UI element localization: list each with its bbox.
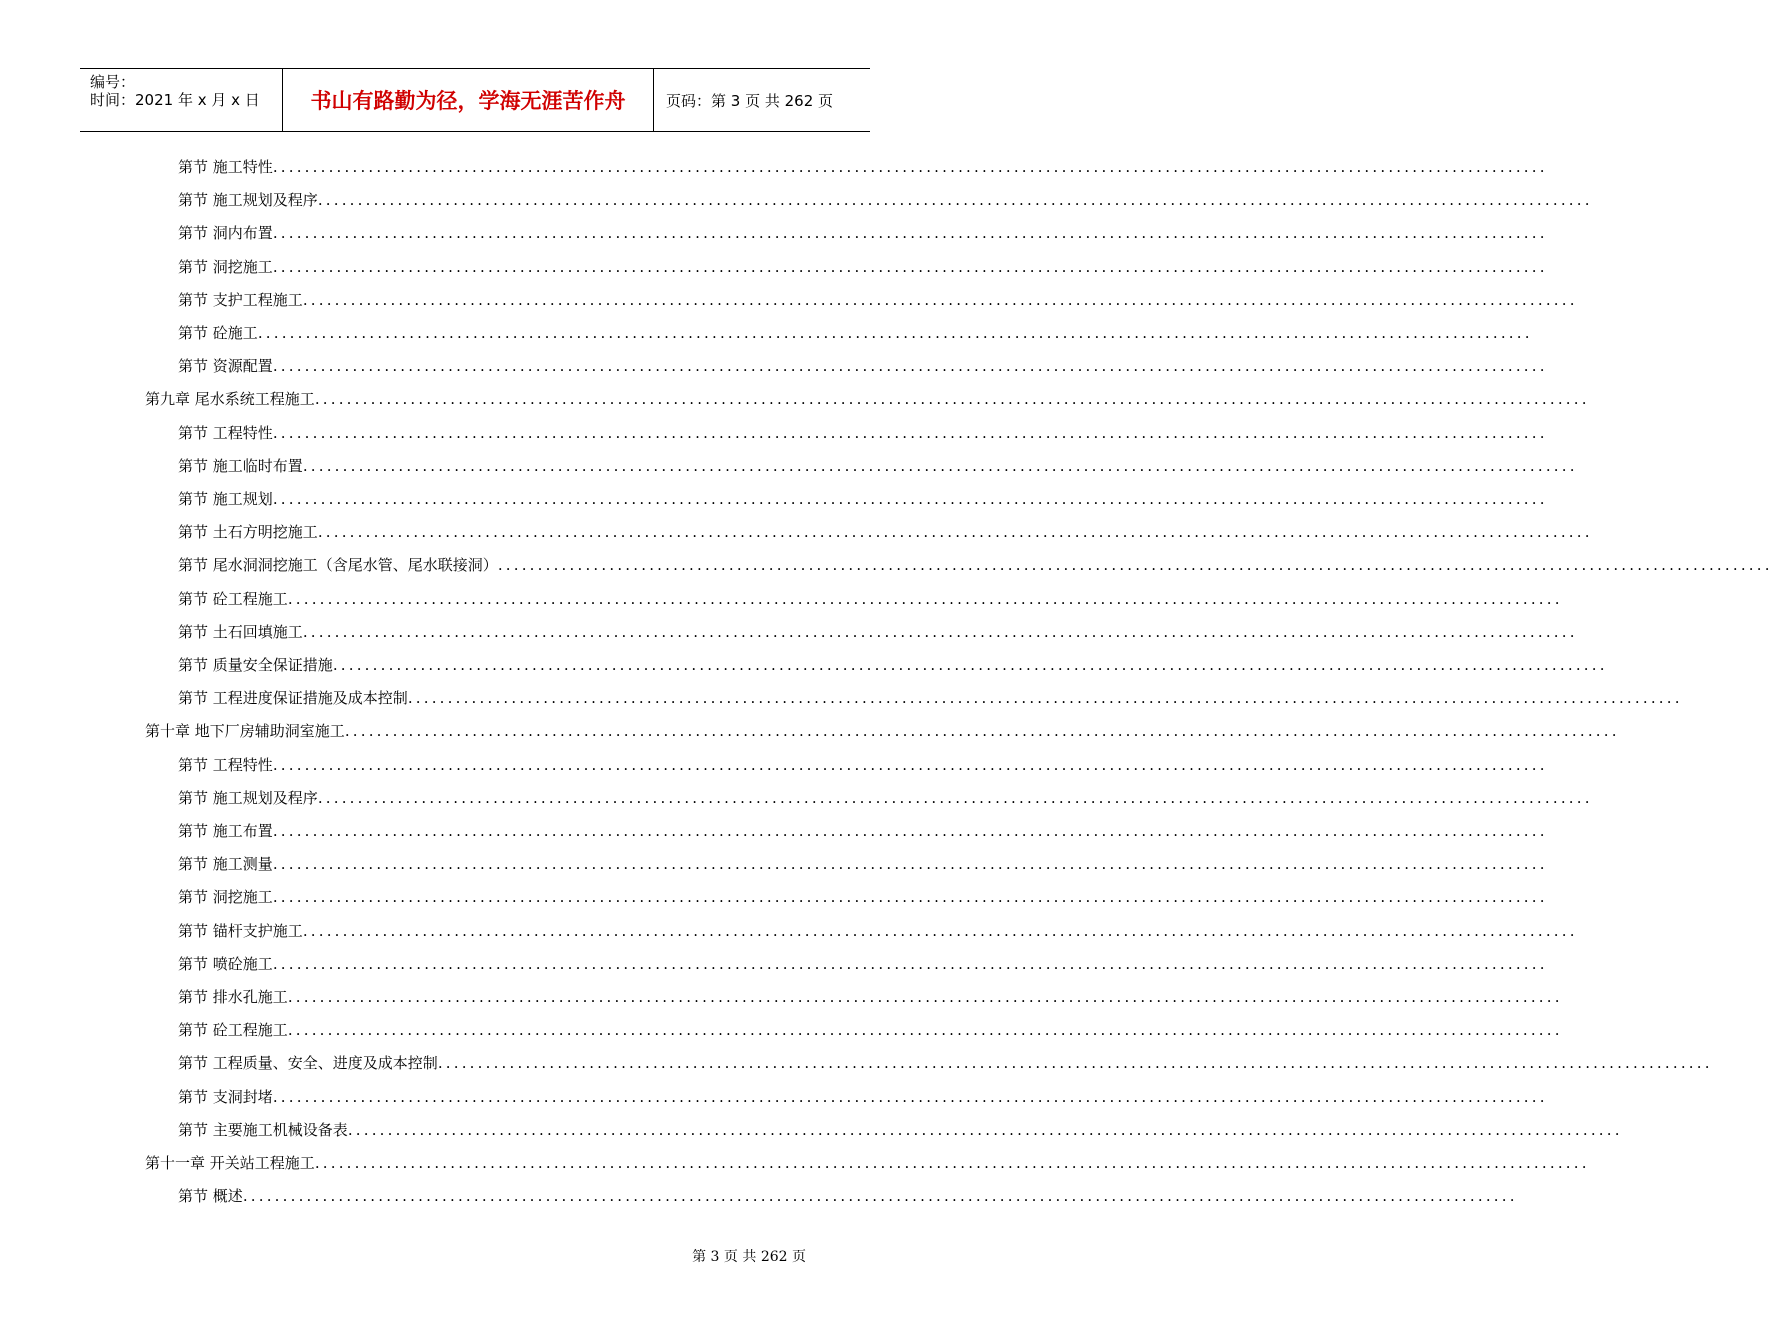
toc-dot-leader: ................................................................................................................................................................	[302, 290, 1578, 309]
toc-dot-leader: ................................................................................................................................................................	[257, 324, 1533, 342]
toc-entry-title: 洞内布置	[212, 224, 273, 243]
toc-entry-prefix: 第节	[178, 822, 209, 840]
toc-section-entry	[178, 516, 1593, 549]
toc-dot-leader: ................................................................................................................................................................	[242, 1187, 1518, 1206]
toc-entry-title: 施工特性	[212, 158, 273, 176]
toc-section-entry	[178, 483, 1548, 516]
toc-dot-leader: ................................................................................................................................................................	[272, 855, 1548, 874]
toc-section-entry	[178, 583, 1563, 616]
toc-section-entry	[178, 1180, 1518, 1213]
page-header	[80, 68, 870, 132]
toc-section-entry	[178, 1047, 1713, 1080]
toc-chapter-entry	[145, 715, 1620, 748]
toc-entry-prefix: 第节	[178, 755, 209, 774]
toc-section-entry	[178, 350, 1548, 383]
toc-section-entry	[178, 1081, 1548, 1114]
toc-chapter-entry	[145, 383, 1590, 416]
toc-entry-title: 施工规划	[212, 490, 273, 508]
toc-dot-leader: ................................................................................................................................................................	[272, 755, 1548, 774]
toc-entry-title: 洞挖施工	[212, 257, 273, 276]
toc-section-entry	[178, 151, 1548, 184]
toc-entry-title: 概述	[212, 1187, 243, 1206]
toc-entry-prefix: 第节	[178, 855, 209, 874]
toc-section-entry	[178, 417, 1548, 450]
toc-section-entry	[178, 184, 1593, 217]
toc-dot-leader: ................................................................................................................................................................	[287, 589, 1563, 608]
toc-entry-title: 洞挖施工	[212, 888, 273, 907]
toc-entry-prefix: 第节	[178, 589, 209, 608]
toc-entry-prefix: 第节	[178, 888, 209, 907]
toc-section-entry	[178, 782, 1593, 815]
header-page-info: 页码：第 3 页 共 262 页	[666, 91, 834, 110]
toc-entry-title: 施工临时布置	[212, 456, 303, 475]
document-number-label: 编号：	[90, 73, 136, 91]
toc-dot-leader: ................................................................................................................................................................	[344, 722, 1620, 741]
toc-dot-leader: ................................................................................................................................................................	[272, 954, 1548, 973]
document-date: 时间：2021 年 x 月 x 日	[90, 91, 260, 109]
toc-entry-title: 主要施工机械设备表	[212, 1120, 348, 1139]
toc-dot-leader: ................................................................................................................................................................	[437, 1054, 1713, 1073]
toc-dot-leader: ................................................................................................................................................................	[272, 357, 1548, 376]
toc-entry-prefix: 第节	[178, 1087, 209, 1106]
toc-entry-title: 工程特性	[212, 423, 273, 442]
toc-section-entry	[178, 450, 1578, 483]
toc-entry-title: 尾水系统工程施工	[194, 390, 315, 409]
toc-dot-leader: ................................................................................................................................................................	[272, 490, 1548, 508]
toc-dot-leader: ................................................................................................................................................................	[347, 1120, 1623, 1139]
toc-dot-leader: ................................................................................................................................................................	[314, 1154, 1590, 1172]
toc-entry-title: 砼工程施工	[212, 1021, 288, 1040]
toc-entry-prefix: 第九章	[145, 390, 191, 409]
toc-entry-title: 工程进度保证措施及成本控制	[212, 689, 408, 708]
toc-dot-leader: ................................................................................................................................................................	[317, 191, 1593, 210]
toc-dot-leader: ................................................................................................................................................................	[272, 158, 1548, 176]
toc-entry-prefix: 第节	[178, 1021, 209, 1040]
toc-entry-prefix: 第节	[178, 689, 209, 708]
toc-entry-title: 开关站工程施工	[209, 1154, 315, 1172]
toc-entry-prefix: 第节	[178, 324, 209, 342]
toc-entry-prefix: 第节	[178, 954, 209, 973]
toc-entry-title: 质量安全保证措施	[212, 656, 333, 674]
toc-dot-leader: ................................................................................................................................................................	[287, 988, 1563, 1006]
toc-dot-leader: ................................................................................................................................................................	[272, 822, 1548, 840]
toc-dot-leader: ................................................................................................................................................................	[272, 257, 1548, 276]
toc-entry-title: 土石回填施工	[212, 622, 303, 641]
toc-section-entry	[178, 251, 1548, 284]
toc-entry-title: 支护工程施工	[212, 290, 303, 309]
toc-dot-leader: ................................................................................................................................................................	[317, 788, 1593, 807]
toc-entry-prefix: 第节	[178, 556, 209, 575]
toc-dot-leader: ................................................................................................................................................................	[272, 423, 1548, 442]
toc-section-entry	[178, 317, 1533, 350]
toc-entry-prefix: 第节	[178, 523, 209, 542]
toc-entry-title: 锚杆支护施工	[212, 921, 303, 940]
toc-section-entry	[178, 948, 1548, 981]
toc-section-entry	[178, 981, 1563, 1014]
toc-entry-title: 土石方明挖施工	[212, 523, 318, 542]
toc-section-entry	[178, 749, 1548, 782]
toc-section-entry	[178, 284, 1578, 317]
header-motto: 书山有路勤为径，学海无涯苦作舟	[282, 69, 654, 131]
toc-entry-title: 施工规划及程序	[212, 788, 318, 807]
toc-entry-title: 工程特性	[212, 755, 273, 774]
page-footer: 第 3 页 共 262 页	[692, 1249, 806, 1265]
toc-entry-title: 施工布置	[212, 822, 273, 840]
toc-entry-title: 施工规划及程序	[212, 191, 318, 210]
toc-chapter-entry	[145, 1147, 1590, 1180]
toc-dot-leader: ................................................................................................................................................................	[317, 523, 1593, 542]
toc-section-entry	[178, 1014, 1563, 1047]
toc-entry-title: 工程质量、安全、进度及成本控制	[212, 1054, 438, 1073]
toc-dot-leader: ................................................................................................................................................................	[287, 1021, 1563, 1040]
toc-section-entry	[178, 649, 1608, 682]
toc-dot-leader: ................................................................................................................................................................	[302, 921, 1578, 940]
toc-entry-prefix: 第节	[178, 1054, 209, 1073]
toc-dot-leader: ................................................................................................................................................................	[272, 224, 1548, 243]
toc-entry-prefix: 第节	[178, 622, 209, 641]
toc-entry-title: 砼施工	[212, 324, 258, 342]
toc-dot-leader: ................................................................................................................................................................	[332, 656, 1608, 674]
toc-section-entry	[178, 549, 1773, 582]
toc-dot-leader: ................................................................................................................................................................	[272, 1087, 1548, 1106]
toc-dot-leader: ................................................................................................................................................................	[272, 888, 1548, 907]
toc-entry-title: 砼工程施工	[212, 589, 288, 608]
toc-entry-prefix: 第节	[178, 788, 209, 807]
toc-entry-prefix: 第节	[178, 1120, 209, 1139]
toc-dot-leader: ................................................................................................................................................................	[302, 622, 1578, 641]
toc-entry-prefix: 第节	[178, 921, 209, 940]
toc-entry-prefix: 第节	[178, 158, 209, 176]
toc-entry-prefix: 第十一章	[145, 1154, 206, 1172]
toc-entry-title: 喷砼施工	[212, 954, 273, 973]
toc-section-entry	[178, 682, 1683, 715]
toc-section-entry	[178, 915, 1578, 948]
toc-section-entry	[178, 848, 1548, 881]
toc-entry-title: 资源配置	[212, 357, 273, 376]
toc-entry-prefix: 第节	[178, 456, 209, 475]
toc-entry-prefix: 第节	[178, 490, 209, 508]
toc-section-entry	[178, 1114, 1623, 1147]
toc-entry-prefix: 第节	[178, 988, 209, 1006]
toc-entry-prefix: 第节	[178, 224, 209, 243]
toc-dot-leader: ................................................................................................................................................................	[302, 456, 1578, 475]
toc-entry-prefix: 第节	[178, 1187, 209, 1206]
toc-entry-prefix: 第节	[178, 290, 209, 309]
toc-section-entry	[178, 881, 1548, 914]
toc-entry-prefix: 第节	[178, 656, 209, 674]
toc-entry-prefix: 第节	[178, 191, 209, 210]
toc-entry-prefix: 第十章	[145, 722, 191, 741]
header-meta	[80, 69, 282, 131]
toc-entry-title: 支洞封堵	[212, 1087, 273, 1106]
toc-entry-title: 尾水洞洞挖施工（含尾水管、尾水联接洞）	[212, 556, 498, 575]
toc-entry-title: 地下厂房辅助洞室施工	[194, 722, 345, 741]
toc-section-entry	[178, 815, 1548, 848]
toc-section-entry	[178, 217, 1548, 250]
toc-dot-leader: ................................................................................................................................................................	[497, 556, 1773, 575]
toc-dot-leader: ................................................................................................................................................................	[314, 390, 1590, 409]
toc-entry-prefix: 第节	[178, 357, 209, 376]
toc-dot-leader: ................................................................................................................................................................	[407, 689, 1683, 708]
toc-entry-prefix: 第节	[178, 423, 209, 442]
toc-entry-title: 排水孔施工	[212, 988, 288, 1006]
toc-section-entry	[178, 616, 1578, 649]
toc-entry-title: 施工测量	[212, 855, 273, 874]
toc-entry-prefix: 第节	[178, 257, 209, 276]
